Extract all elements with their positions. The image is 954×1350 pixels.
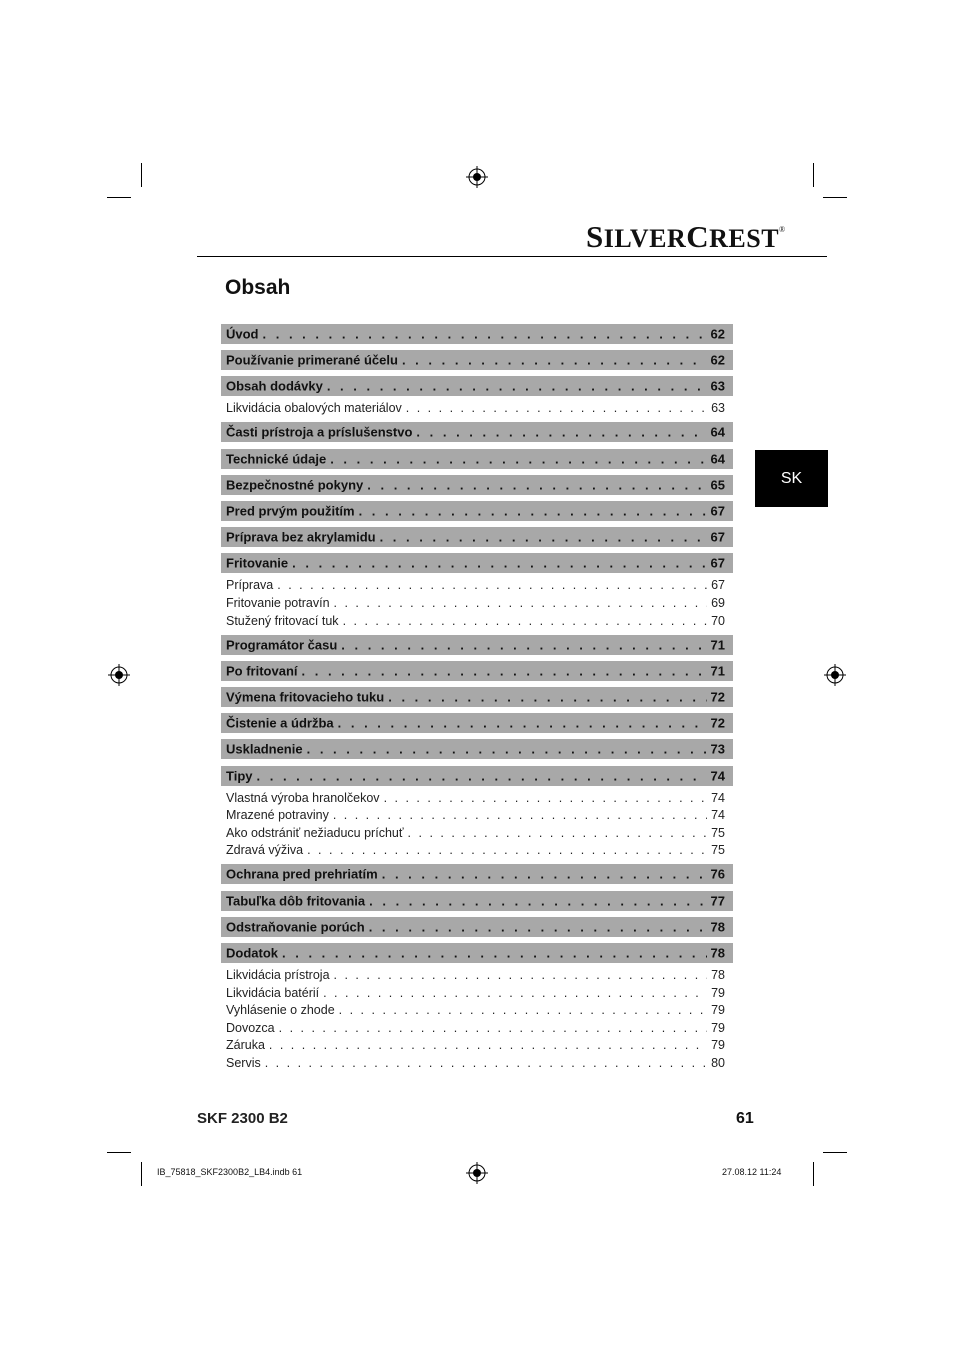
toc-leader-dots [257,768,707,783]
toc-section-row [221,766,733,786]
toc-section-row [221,553,733,573]
toc-leader-dots [343,614,708,628]
toc-page-number: 70 [711,613,725,628]
toc-leader-dots [402,353,707,368]
toc-leader-dots [380,530,707,545]
crop-mark [141,1162,142,1186]
toc-label: Po fritovaní [226,663,298,679]
toc-label: Fritovanie potravín [226,596,330,610]
toc-label: Tipy [226,768,253,784]
print-slug-file: IB_75818_SKF2300B2_LB4.indb 61 [157,1167,303,1177]
toc-page-number: 77 [710,893,725,909]
toc-label: Mrazené potraviny [226,808,329,823]
toc-label: Programátor času [226,637,338,653]
crop-mark [823,1152,847,1153]
toc-label: Stužený fritovací tuk [226,613,339,628]
toc-subsection-row [221,595,733,611]
toc-leader-dots [406,401,707,415]
toc-leader-dots [384,791,708,805]
toc-leader-dots [339,1003,707,1017]
toc-label: Odstraňovanie porúch [226,919,365,935]
toc-label: Likvidácia obalových materiálov [226,401,402,416]
toc-page-number: 71 [710,663,725,679]
toc-section-row [221,739,733,759]
toc-label: Ako odstrániť nežiaducu príchuť [226,825,404,840]
toc-leader-dots [334,968,708,982]
toc-subsection-row [221,790,733,806]
toc-leader-dots [269,1038,707,1052]
toc-leader-dots [279,1021,707,1035]
toc-page-number: 67 [711,578,725,593]
registration-mark-icon [824,664,846,686]
toc-section-row [221,449,733,469]
toc-section-row [221,376,733,396]
toc-leader-dots [359,504,707,519]
model-number: SKF 2300 B2 [197,1110,288,1127]
toc-subsection-row [221,1055,733,1071]
crop-mark [813,163,814,187]
toc-leader-dots [341,637,706,652]
crop-mark [141,163,142,187]
toc-page-number: 78 [710,919,725,935]
toc-subsection-row [221,807,733,823]
crop-mark [813,1162,814,1186]
toc-section-row [221,422,733,442]
toc-section-row [221,527,733,547]
toc-label: Technické údaje [226,451,327,467]
toc-page-number: 64 [710,451,725,467]
toc-label: Príprava bez akrylamidu [226,529,376,545]
toc-subsection-row [221,613,733,629]
toc-page-number: 62 [710,326,725,342]
toc-label: Čistenie a údržba [226,715,334,731]
print-slug-date: 27.08.12 11:24 [722,1167,782,1177]
toc-subsection-row [221,1037,733,1053]
toc-subsection-row [221,1002,733,1018]
toc-page-number: 76 [710,866,725,882]
toc-label: Pred prvým použitím [226,503,355,519]
toc-label: Používanie primerané účelu [226,352,398,368]
toc-page-number: 79 [711,1003,725,1018]
toc-leader-dots [333,808,707,822]
toc-page-number: 74 [710,768,725,784]
toc-label: Obsah dodávky [226,378,323,394]
toc-label: Fritovanie [226,555,289,571]
toc-section-row [221,635,733,655]
page-number: 61 [736,1110,754,1127]
toc-section-row [221,350,733,370]
toc-page-number: 63 [710,378,725,394]
crop-mark [107,197,131,198]
toc-page-number: 78 [711,968,725,982]
toc-section-row [221,943,733,963]
toc-leader-dots [369,893,706,908]
toc-label: Úvod [226,326,259,342]
toc-leader-dots [382,867,707,882]
toc-section-row [221,324,733,344]
toc-label: Príprava [226,578,274,593]
toc-page-number: 69 [711,596,725,610]
registration-mark-icon [108,664,130,686]
toc-label: Dodatok [226,945,278,961]
toc-page-number: 79 [711,1038,725,1053]
toc-page-number: 72 [710,689,725,705]
toc-page-number: 73 [710,741,725,757]
toc-page-number: 67 [710,529,725,545]
toc-subsection-row [221,967,733,983]
toc-page-number: 75 [711,843,725,858]
toc-subsection-row [221,577,733,593]
toc-label: Vyhlásenie o zhode [226,1003,335,1018]
toc-leader-dots [302,663,707,678]
toc-page-number: 75 [711,825,725,840]
toc-label: Likvidácia prístroja [226,968,330,982]
toc-leader-dots [292,556,706,571]
toc-leader-dots [327,379,707,394]
toc-leader-dots [369,919,707,934]
toc-section-row [221,501,733,521]
toc-label: Záruka [226,1038,265,1053]
toc-section-row [221,891,733,911]
toc-label: Ochrana pred prehriatím [226,866,378,882]
toc-leader-dots [307,843,707,857]
toc-label: Likvidácia batérií [226,985,320,1000]
toc-leader-dots [408,826,708,840]
toc-label: Bezpečnostné pokyny [226,477,364,493]
toc-label: Uskladnenie [226,741,303,757]
toc-page-number: 74 [711,790,725,805]
toc-subsection-row [221,1020,733,1036]
toc-section-row [221,713,733,733]
toc-label: Výmena fritovacieho tuku [226,689,385,705]
toc-leader-dots [307,742,707,757]
toc-section-row [221,917,733,937]
toc-subsection-row [221,400,733,416]
toc-leader-dots [388,690,706,705]
toc-leader-dots [416,425,706,440]
toc-page-number: 67 [710,503,725,519]
toc-label: Dovozca [226,1020,275,1035]
toc-label: Časti prístroja a príslušenstvo [226,424,413,440]
toc-leader-dots [334,596,708,610]
toc-page-number: 79 [711,1020,725,1035]
toc-page-number: 63 [711,401,725,416]
toc-page-number: 79 [711,985,725,1000]
toc-leader-dots [323,986,707,1000]
toc-leader-dots [282,946,707,961]
toc-page-number: 67 [710,555,725,571]
page-title: Obsah [225,276,291,299]
toc-page-number: 62 [710,352,725,368]
toc-leader-dots [277,578,707,592]
toc-page-number: 65 [710,477,725,493]
toc-leader-dots [263,327,707,342]
toc-section-row [221,475,733,495]
toc-label: Vlastná výroba hranolčekov [226,790,380,805]
toc-section-row [221,864,733,884]
crop-mark [823,197,847,198]
toc-leader-dots [330,451,706,466]
toc-page-number: 80 [711,1056,725,1070]
crop-mark [107,1152,131,1153]
registration-mark-icon [466,1162,488,1184]
toc-label: Tabuľka dôb fritovania [226,893,366,909]
toc-page-number: 78 [710,945,725,961]
header-rule [197,256,827,257]
brand-logo: SILVERCREST® [586,219,786,254]
toc-leader-dots [338,716,707,731]
toc-label: Servis [226,1056,261,1070]
toc-section-row [221,661,733,681]
toc-section-row [221,687,733,707]
toc-page-number: 64 [710,424,725,440]
toc-page-number: 71 [710,637,725,653]
language-tab: SK [755,450,828,507]
toc-subsection-row [221,825,733,841]
toc-label: Zdravá výživa [226,843,304,858]
toc-subsection-row [221,985,733,1001]
toc-subsection-row [221,842,733,858]
toc-leader-dots [367,477,706,492]
toc-page-number: 72 [710,715,725,731]
toc-page-number: 74 [711,808,725,823]
toc-leader-dots [265,1056,707,1070]
registration-mark-icon [466,166,488,188]
